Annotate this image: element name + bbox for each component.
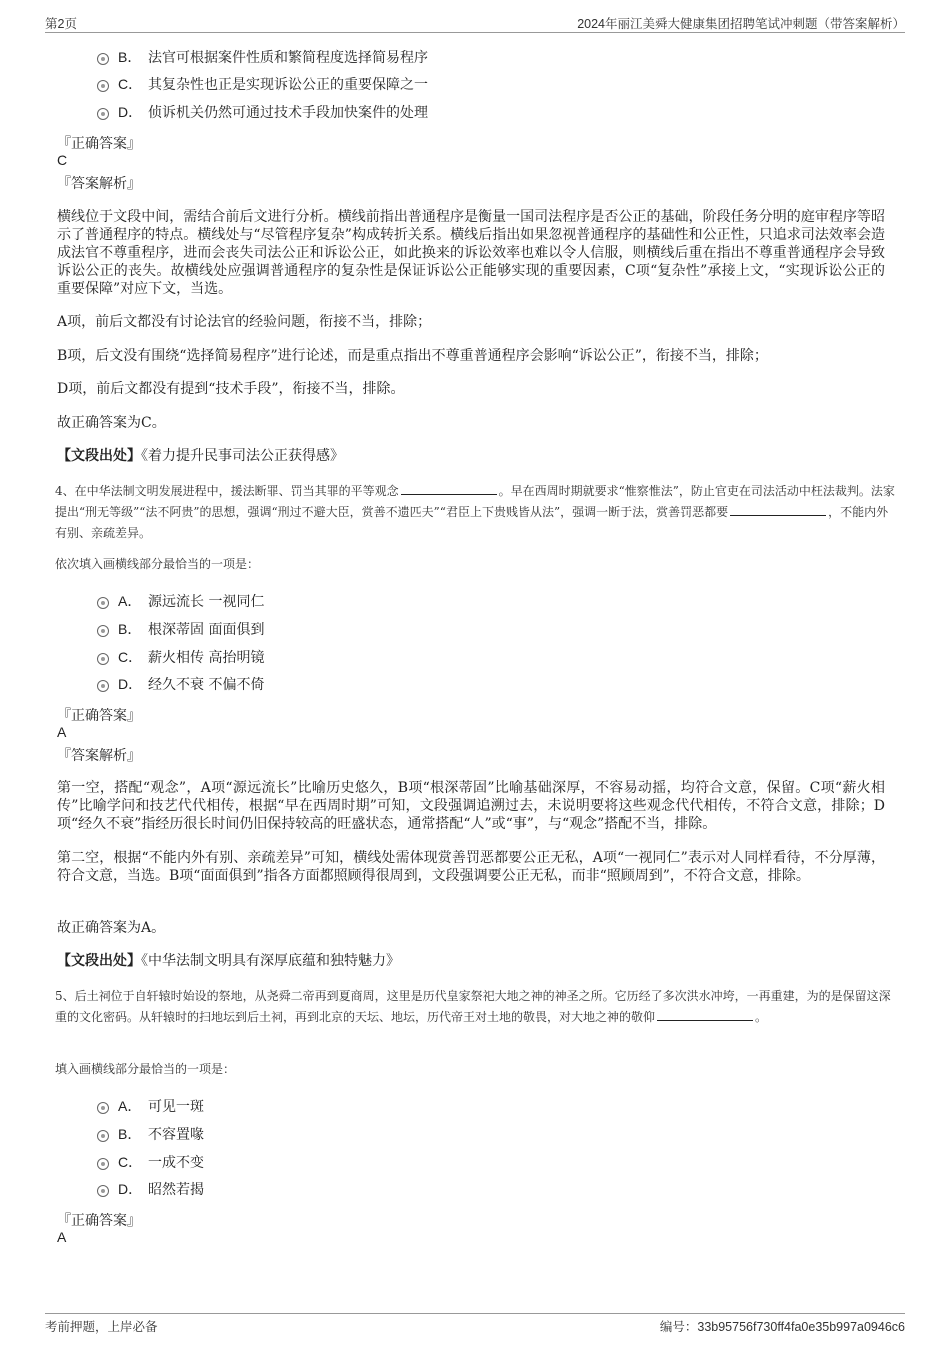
q5-option-d[interactable] — [97, 1179, 204, 1199]
q3-option-b[interactable] — [97, 47, 428, 67]
q3-analysis-main: 横线位于文段中间，需结合前后文进行分析。横线前指出普通程序是衡量一国司法程序是否公正的基础，阶段任务分明的庭审程序等昭示了普通程序的特点。横线处与“尽管程序复杂”构成转折关系。横线后指出如果忽视普通程序的基础性和公正性，只追求司法效率会造成法官不尊重程序，进而会丧失司法公正和诉讼公正，如此换来的诉讼效率也难以令人信服，则横线后重在指出不尊重普通程序会导致诉讼公正的丧失。故横线处应强调普通程序的复杂性是保证诉讼公正能够实现的重要因素，C项“复杂性”承接上文，“实现诉讼公正的重要保障”对应下文，当选。 — [57, 209, 885, 297]
radio-button-icon[interactable] — [97, 597, 109, 609]
q4-analysis-2: 第二空，根据“不能内外有别、亲疏差异”可知，横线处需体现赏善罚恶都要公正无私，A项“一视同仁”表示对人同样看待，不分厚薄，符合文意，当选。B项“面面俱到”指各方面都照顾得很周到，文段强调要公正无私，而非“照顾周到”，不符合文意，排除。 — [57, 850, 885, 884]
q4-analysis-label: 『答案解析』 — [57, 748, 141, 764]
source-text: 《着力提升民事司法公正获得感》 — [141, 448, 344, 464]
option-letter: D． — [118, 104, 143, 120]
page-number: 第2页 — [45, 17, 77, 31]
q3-analysis-label: 『答案解析』 — [57, 176, 141, 192]
q3-conclusion: 故正确答案为C。 — [57, 415, 166, 431]
option-text: 经久不衰 不偏不倚 — [148, 677, 265, 693]
q3-source — [57, 447, 885, 465]
footer-slogan: 考前押题，上岸必备 — [45, 1320, 158, 1334]
page-footer — [45, 1313, 905, 1336]
q4-source — [57, 952, 885, 970]
option-text: 其复杂性也正是实现诉讼公正的重要保障之一 — [148, 77, 428, 93]
q5-option-c[interactable] — [97, 1152, 204, 1172]
option-letter: A． — [118, 1098, 142, 1114]
radio-button-icon[interactable] — [97, 1130, 109, 1142]
fill-blank — [401, 482, 497, 495]
option-letter: C． — [118, 649, 143, 665]
option-letter: A． — [118, 593, 142, 609]
q4-stem-part2: 。早在西周时期就要求“惟察惟法”，防止官吏在司法活动中枉法裁判。法家提出“刑无等级”“法不阿贵”的思想，强调“刑过不避大臣，赏善不遗匹夫”“君臣上下贵贱皆从法”，强调一断于法，赏善罚恶都要 — [55, 484, 895, 519]
option-letter: B． — [118, 49, 142, 65]
q4-stem — [55, 481, 900, 544]
q3-option-c[interactable] — [97, 74, 428, 94]
option-text: 不容置喙 — [148, 1127, 204, 1143]
q5-stem-part1: 5、后土祠位于自轩辕时始设的祭地，从尧舜二帝再到夏商周，这里是历代皇家祭祀大地之神的神圣之所。它历经了多次洪水冲垮，一再重建，为的是保留这深重的文化密码。从轩辕时的扫地坛到后土祠，再到北京的天坛、地坛，历代帝王对土地的敬畏，对大地之神的敬仰 — [55, 989, 891, 1024]
q3-analysis-b: B项，后文没有围绕“选择简易程序”进行论述，而是重点指出不尊重普通程序会影响“诉讼公正”，衔接不当，排除； — [57, 348, 768, 364]
option-text: 法官可根据案件性质和繁简程度选择简易程序 — [148, 50, 428, 66]
option-letter: D． — [118, 1181, 143, 1197]
radio-button-icon[interactable] — [97, 625, 109, 637]
q4-stem-part1: 4、在中华法制文明发展进程中，援法断罪、罚当其罪的平等观念 — [55, 484, 399, 498]
page-header — [45, 12, 905, 33]
q4-stem-part3: ，不能内外有别、亲疏差异。 — [55, 505, 889, 540]
radio-button-icon[interactable] — [97, 1185, 109, 1197]
q4-answer-label: 『正确答案』 — [57, 708, 141, 724]
radio-button-icon[interactable] — [97, 1102, 109, 1114]
fill-blank — [730, 503, 826, 516]
q5-option-a[interactable] — [97, 1096, 204, 1116]
q4-conclusion: 故正确答案为A。 — [57, 920, 166, 936]
q5-answer: A — [57, 1229, 67, 1245]
option-text: 源远流长 一视同仁 — [148, 594, 265, 610]
option-text: 根深蒂固 面面俱到 — [148, 622, 265, 638]
q3-option-d[interactable] — [97, 102, 428, 122]
q5-stem — [55, 986, 900, 1028]
q4-option-c[interactable] — [97, 647, 264, 667]
q3-answer: C — [57, 152, 68, 168]
radio-button-icon[interactable] — [97, 80, 109, 92]
option-letter: D． — [118, 676, 143, 692]
q4-option-b[interactable] — [97, 619, 264, 639]
q4-option-a[interactable] — [97, 591, 264, 611]
option-text: 一成不变 — [148, 1155, 204, 1171]
q5-answer-label: 『正确答案』 — [57, 1213, 141, 1229]
option-text: 薪火相传 高抬明镜 — [148, 650, 265, 666]
radio-button-icon[interactable] — [97, 1158, 109, 1170]
q4-option-d[interactable] — [97, 674, 264, 694]
fill-blank — [657, 1008, 753, 1021]
radio-button-icon[interactable] — [97, 680, 109, 692]
document-title: 2024年丽江美舜大健康集团招聘笔试冲刺题（带答案解析） — [577, 17, 905, 31]
option-letter: B． — [118, 621, 142, 637]
source-text: 《中华法制文明具有深厚底蕴和独特魅力》 — [141, 953, 400, 969]
q4-analysis-1: 第一空，搭配“观念”，A项“源远流长”比喻历史悠久，B项“根深蒂固”比喻基础深厚，不容易动摇，均符合文意，保留。C项“薪火相传”比喻学问和技艺代代相传，根据“早在西周时期”可知，文段强调追溯过去，未说明要将这些观念代代相传，不符合文意，排除；D项“经久不衰”指经历很长时间仍旧保持较高的旺盛状态，通常搭配“人”或“事”，与“观念”搭配不当，排除。 — [57, 780, 885, 832]
option-letter: B． — [118, 1126, 142, 1142]
radio-button-icon[interactable] — [97, 53, 109, 65]
q3-analysis-d: D项，前后文都没有提到“技术手段”，衔接不当，排除。 — [57, 381, 405, 397]
q3-answer-label: 『正确答案』 — [57, 136, 141, 152]
option-letter: C． — [118, 76, 143, 92]
q5-option-b[interactable] — [97, 1124, 204, 1144]
option-text: 昭然若揭 — [148, 1182, 204, 1198]
q4-answer: A — [57, 724, 67, 740]
option-text: 可见一斑 — [148, 1099, 204, 1115]
radio-button-icon[interactable] — [97, 653, 109, 665]
q3-analysis-a: A项，前后文都没有讨论法官的经验问题，衔接不当，排除； — [57, 314, 432, 330]
option-text: 侦诉机关仍然可通过技术手段加快案件的处理 — [148, 105, 428, 121]
q4-prompt: 依次填入画横线部分最恰当的一项是： — [55, 557, 260, 571]
source-label: 【文段出处】 — [57, 448, 141, 464]
option-letter: C． — [118, 1154, 143, 1170]
document-id: 编号：33b95756f730ff4fa0e35b997a0946c6 — [659, 1320, 905, 1334]
q5-prompt: 填入画横线部分最恰当的一项是： — [55, 1062, 236, 1076]
q5-stem-part2: 。 — [755, 1010, 768, 1024]
source-label: 【文段出处】 — [57, 953, 141, 969]
radio-button-icon[interactable] — [97, 108, 109, 120]
